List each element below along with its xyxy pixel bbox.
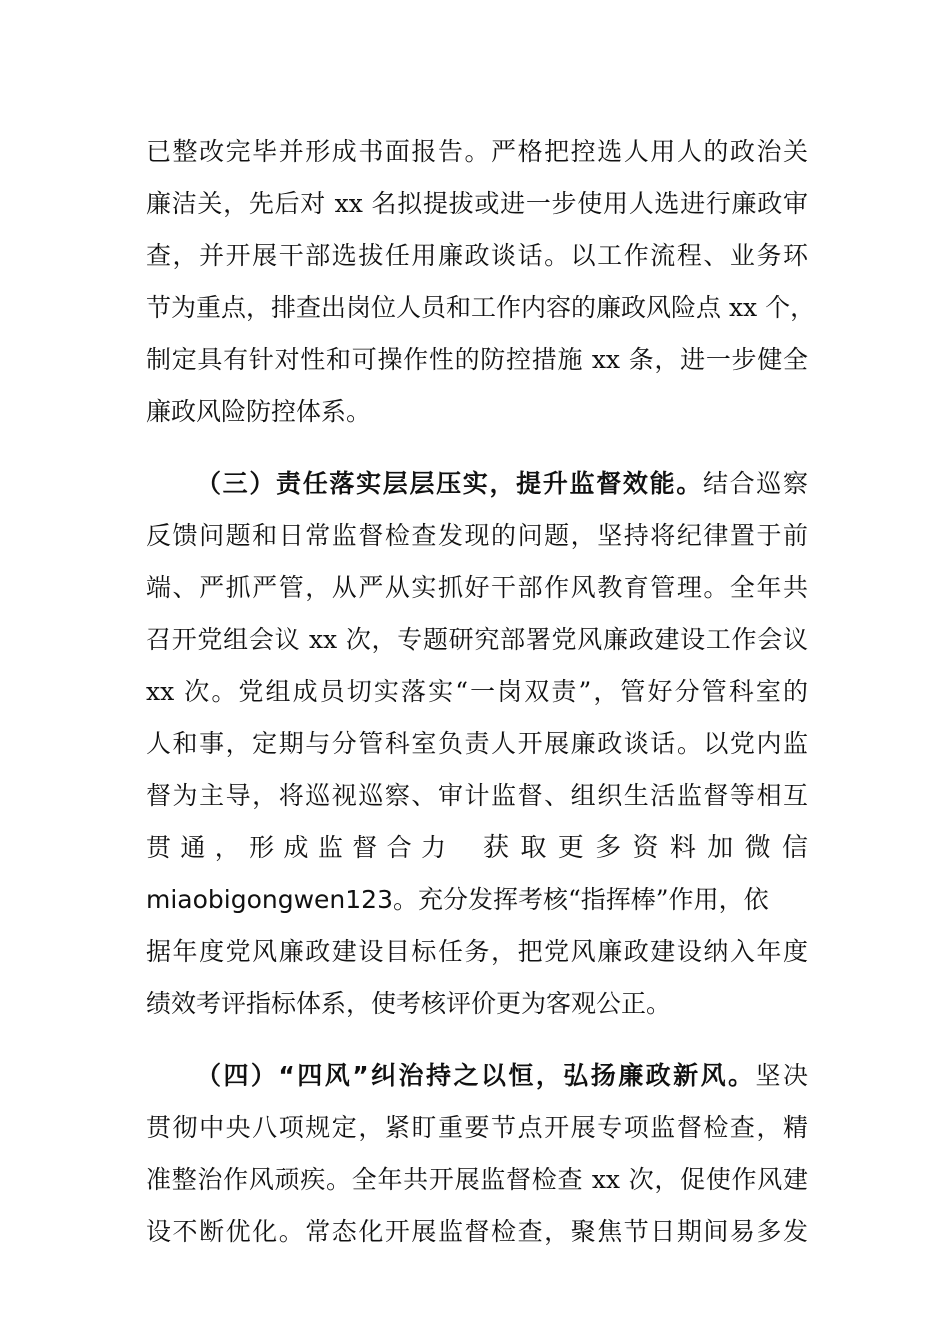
- text-line: 绩效考评指标体系，使考核评价更为客观公正。: [146, 989, 672, 1018]
- text-line: 据年度党风廉政建设目标任务，把党风廉政建设纳入年度: [146, 937, 808, 966]
- wechat-id: miaobigongwen123: [146, 885, 393, 914]
- text-span: 坚决: [755, 1061, 808, 1090]
- text-line: 贯彻中央八项规定，紧盯重要节点开展专项监督检查，精: [146, 1113, 808, 1142]
- section-heading: （四）“四风”纠治持之以恒，弘扬廉政新风。: [196, 1061, 756, 1090]
- paragraph-section-3: [146, 458, 808, 1030]
- section-heading-line: [146, 1050, 808, 1102]
- text-line: 人和事，定期与分管科室负责人开展廉政谈话。以党内监: [146, 729, 808, 758]
- document-body: [146, 126, 816, 1258]
- paragraph-section-4: [146, 1050, 808, 1258]
- text-span: 结合巡察: [702, 469, 808, 498]
- section-heading: （三）责任落实层层压实，提升监督效能。: [196, 469, 703, 498]
- watermark-text: 获 取 更 多 资 料 加 微 信: [483, 833, 808, 863]
- section-heading-line: [146, 458, 808, 510]
- text-line: 端、严抓严管，从严从实抓好干部作风教育管理。全年共: [146, 573, 808, 602]
- text-span: 。充分发挥考核“指挥棒”作用，依: [393, 885, 769, 914]
- text-line: 查，并开展干部选拔任用廉政谈话。以工作流程、业务环: [146, 241, 808, 270]
- text-line: [146, 874, 808, 926]
- text-span: 贯 通 ， 形 成 监 督 合 力: [146, 833, 446, 862]
- text-line: 已整改完毕并形成书面报告。严格把控选人用人的政治关: [146, 137, 808, 166]
- text-line: 准整治作风顽疾。全年共开展监督检查 xx 次，促使作风建: [146, 1165, 808, 1194]
- text-line: 廉洁关，先后对 xx 名拟提拔或进一步使用人选进行廉政审: [146, 189, 808, 218]
- text-line: 督为主导，将巡视巡察、审计监督、组织生活监督等相互: [146, 781, 808, 810]
- text-line: 节为重点，排查出岗位人员和工作内容的廉政风险点 xx 个，: [146, 293, 816, 322]
- text-line: 制定具有针对性和可操作性的防控措施 xx 条，进一步健全: [146, 345, 808, 374]
- text-line: xx 次。党组成员切实落实“一岗双责”，管好分管科室的: [146, 677, 808, 706]
- paragraph-continuation: [146, 126, 816, 438]
- text-line: 反馈问题和日常监督检查发现的问题，坚持将纪律置于前: [146, 521, 808, 550]
- text-line: 召开党组会议 xx 次，专题研究部署党风廉政建设工作会议: [146, 625, 808, 654]
- text-line: 廉政风险防控体系。: [146, 397, 372, 426]
- spread-text-line: [146, 822, 808, 874]
- text-line: 设不断优化。常态化开展监督检查，聚焦节日期间易多发: [146, 1217, 808, 1246]
